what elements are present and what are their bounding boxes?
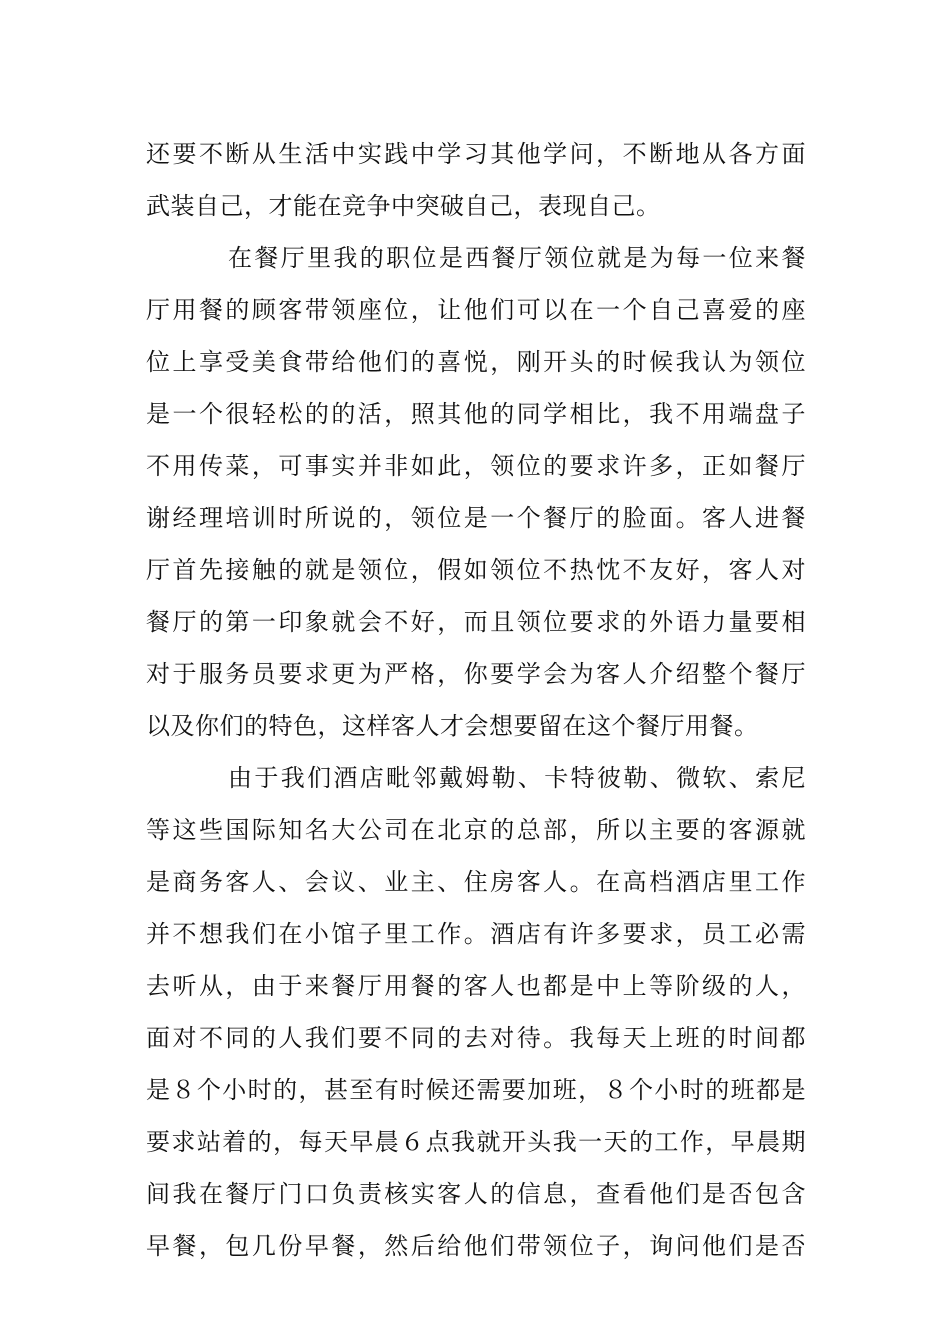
text-line: 不用传菜，可事实并非如此，领位的要求许多，正如餐厅 bbox=[146, 452, 806, 480]
text-line: 厅用餐的顾客带领座位，让他们可以在一个自己喜爱的座 bbox=[146, 296, 806, 324]
text-line: 厅首先接触的就是领位，假如领位不热忱不友好，客人对 bbox=[146, 556, 806, 584]
text-line: 是８个小时的，甚至有时候还需要加班，８个小时的班都是 bbox=[146, 1076, 806, 1104]
text-line: 对于服务员要求更为严格，你要学会为客人介绍整个餐厅 bbox=[146, 660, 806, 688]
text-line: 还要不断从生活中实践中学习其他学问，不断地从各方面 bbox=[146, 140, 806, 168]
body-text bbox=[146, 128, 806, 1272]
text-line: 位上享受美食带给他们的喜悦，刚开头的时候我认为领位 bbox=[146, 348, 806, 376]
text-line: 武装自己，才能在竞争中突破自己，表现自己。 bbox=[146, 192, 661, 220]
text-line: 去听从，由于来餐厅用餐的客人也都是中上等阶级的人， bbox=[146, 972, 806, 1000]
text-line: 谢经理培训时所说的，领位是一个餐厅的脸面。客人进餐 bbox=[146, 504, 806, 532]
text-line: 面对不同的人我们要不同的去对待。我每天上班的时间都 bbox=[146, 1024, 806, 1052]
text-line: 由于我们酒店毗邻戴姆勒、卡特彼勒、微软、索尼 bbox=[228, 764, 806, 792]
text-line: 餐厅的第一印象就会不好，而且领位要求的外语力量要相 bbox=[146, 608, 806, 636]
text-line: 是一个很轻松的的活，照其他的同学相比，我不用端盘子 bbox=[146, 400, 806, 428]
text-line: 在餐厅里我的职位是西餐厅领位就是为每一位来餐 bbox=[228, 244, 806, 272]
text-line: 是商务客人、会议、业主、住房客人。在高档酒店里工作 bbox=[146, 868, 806, 896]
text-line: 早餐，包几份早餐，然后给他们带领位子，询问他们是否 bbox=[146, 1232, 806, 1260]
text-line: 并不想我们在小馆子里工作。酒店有许多要求，员工必需 bbox=[146, 920, 806, 948]
text-line: 间我在餐厅门口负责核实客人的信息，查看他们是否包含 bbox=[146, 1180, 806, 1208]
text-line: 要求站着的，每天早晨６点我就开头我一天的工作，早晨期 bbox=[146, 1128, 806, 1156]
text-line: 等这些国际知名大公司在北京的总部，所以主要的客源就 bbox=[146, 816, 806, 844]
text-line: 以及你们的特色，这样客人才会想要留在这个餐厅用餐。 bbox=[146, 712, 759, 740]
